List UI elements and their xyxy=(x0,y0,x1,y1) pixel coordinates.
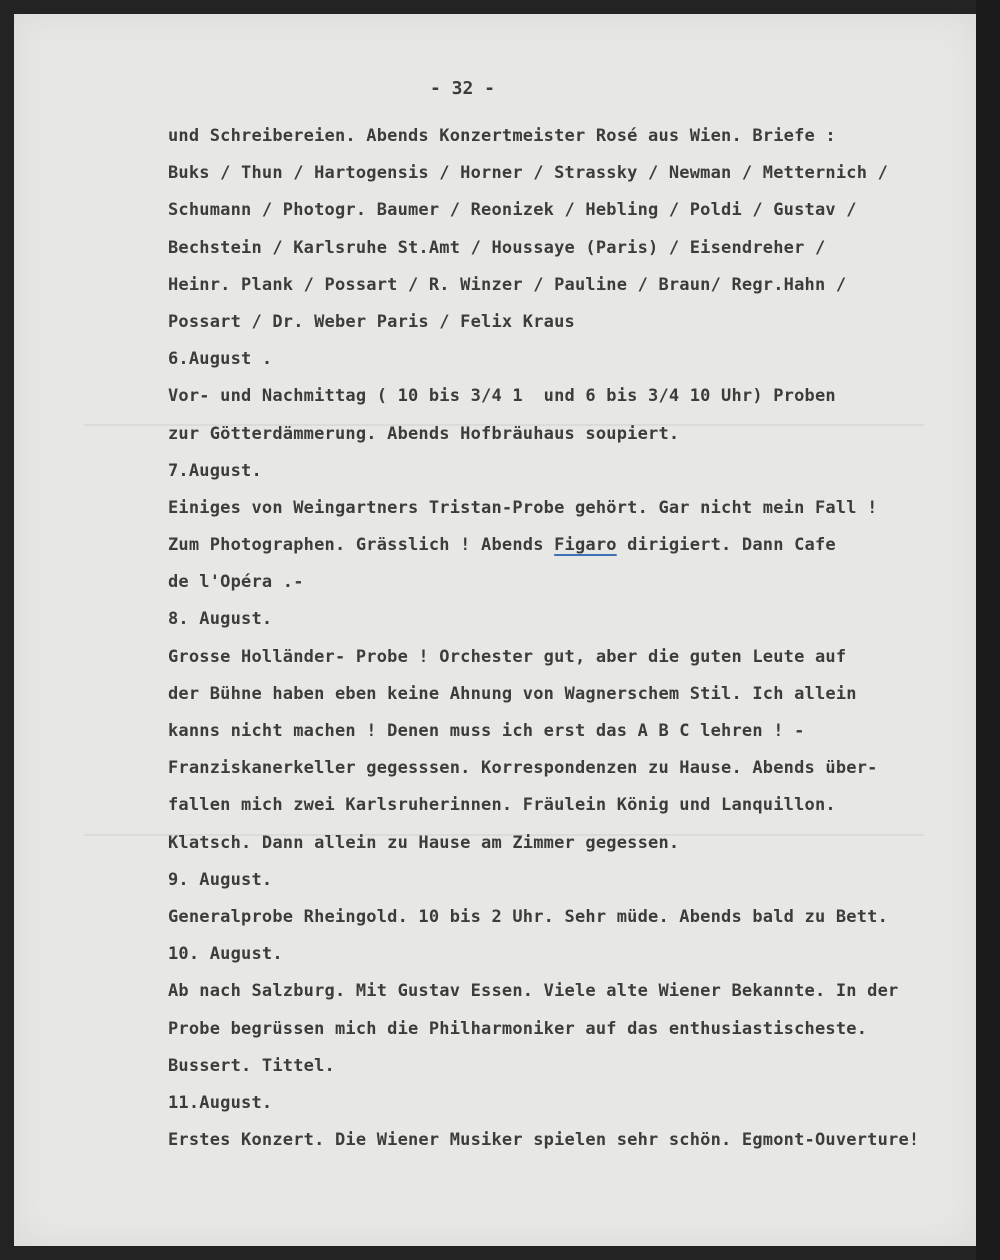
text-line: Erstes Konzert. Die Wiener Musiker spielen sehr schön. Egmont-Ouverture! xyxy=(168,1130,920,1151)
scan-border xyxy=(976,0,1000,1260)
date-heading: 8. August. xyxy=(168,609,273,630)
text-line: Possart / Dr. Weber Paris / Felix Kraus xyxy=(168,311,575,332)
text-line: Schumann / Photogr. Baumer / Reonizek / Hebling / Poldi / Gustav / xyxy=(168,200,857,221)
page-number: - 32 - xyxy=(430,78,496,99)
typed-text-body xyxy=(168,118,958,1159)
text-line: fallen mich zwei Karlsruherinnen. Fräulein König und Lanquillon. xyxy=(168,795,836,816)
date-heading: 6.August . xyxy=(168,349,273,370)
text-line: de l'Opéra .- xyxy=(168,572,304,593)
text-line: Ab nach Salzburg. Mit Gustav Essen. Viele alte Wiener Bekannte. In der xyxy=(168,981,899,1002)
date-heading: 9. August. xyxy=(168,869,273,890)
text-line: Probe begrüssen mich die Philharmoniker auf das enthusiastischeste. xyxy=(168,1018,868,1039)
text-line: Heinr. Plank / Possart / R. Winzer / Pauline / Braun/ Regr.Hahn / xyxy=(168,274,847,295)
text-line: zur Götterdämmerung. Abends Hofbräuhaus soupiert. xyxy=(168,423,680,444)
text-line: Einiges von Weingartners Tristan-Probe gehört. Gar nicht mein Fall ! xyxy=(168,497,878,518)
text-line: Bussert. Tittel. xyxy=(168,1055,335,1076)
text-line: Generalprobe Rheingold. 10 bis 2 Uhr. Sehr müde. Abends bald zu Bett. xyxy=(168,906,889,927)
text-line: Buks / Thun / Hartogensis / Horner / Strassky / Newman / Metternich / xyxy=(168,163,889,184)
date-heading: 10. August. xyxy=(168,944,283,965)
text-line: und Schreibereien. Abends Konzertmeister Rosé aus Wien. Briefe : xyxy=(168,126,836,146)
date-heading: 11.August. xyxy=(168,1092,273,1113)
text-line: Bechstein / Karlsruhe St.Amt / Houssaye (Paris) / Eisendreher / xyxy=(168,237,826,258)
text-line: Zum Photographen. Grässlich ! Abends Figaro dirigiert. Dann Cafe xyxy=(168,535,836,556)
text-line: Klatsch. Dann allein zu Hause am Zimmer gegessen. xyxy=(168,832,680,853)
text-line: Grosse Holländer- Probe ! Orchester gut, aber die guten Leute auf xyxy=(168,646,847,667)
underlined-word: Figaro xyxy=(554,535,617,556)
text-line: der Bühne haben eben keine Ahnung von Wagnerschem Stil. Ich allein xyxy=(168,683,857,704)
text-line: Franziskanerkeller gegesssen. Korrespondenzen zu Hause. Abends über- xyxy=(168,758,878,779)
text-line: kanns nicht machen ! Denen muss ich erst das A B C lehren ! - xyxy=(168,721,805,741)
text-line: Vor- und Nachmittag ( 10 bis 3/4 1 und 6 bis 3/4 10 Uhr) Proben xyxy=(168,386,836,407)
date-heading: 7.August. xyxy=(168,460,262,481)
